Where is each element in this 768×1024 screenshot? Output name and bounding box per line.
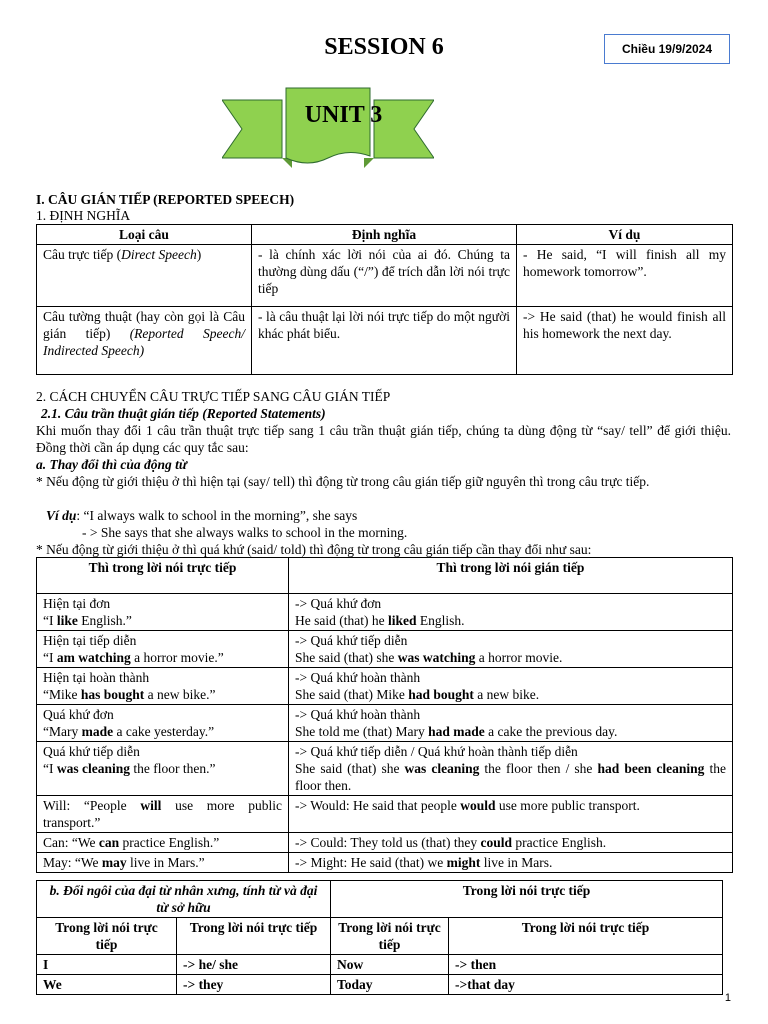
table-row: May: “We may live in Mars.” -> Might: He said (that) we might live in Mars. [37,853,733,873]
paragraph: Khi muốn thay đổi 1 câu trần thuật trực tiếp sang 1 câu trần thuật gián tiếp, chúng ta dùng động từ “say/ tell” để giới thiệu. Đồng thời cần áp dụng các quy tắc sau: [36,423,731,455]
page-title: SESSION 6 [324,34,444,60]
subsection-title: 2.1. Câu trần thuật gián tiếp (Reported Statements) [41,406,326,421]
table-header: Thì trong lời nói gián tiếp [289,558,733,594]
table-header: Ví dụ [517,225,733,245]
subsection-title: a. Thay đổi thì của động từ [36,457,187,472]
paragraph: * Nếu động từ giới thiệu ở thì quá khứ (said/ told) thì động từ trong câu gián tiếp cần thay đổi như sau: [36,542,592,557]
table-header: Định nghĩa [252,225,517,245]
table-row: Hiện tại đơn “I like English.” -> Quá khứ đơn He said (that) he liked English. [37,594,733,631]
subsection-title: 1. ĐỊNH NGHĨA [36,208,131,223]
section-title: I. CÂU GIÁN TIẾP (REPORTED SPEECH) [36,192,295,207]
table-header: Loại câu [37,225,252,245]
table-row: Will: “People will use more public transport.” -> Would: He said that people would use more public transport. [37,796,733,833]
definition-table [36,224,733,375]
table-header: b. Đổi ngôi của đại từ nhân xưng, tính từ và đại từ sở hữu [37,881,331,918]
table-row: Can: “We can practice English.” -> Could: They told us (that) they could practice English. [37,833,733,853]
table-row: Câu trực tiếp (Direct Speech) - là chính xác lời nói của ai đó. Chúng ta thường dùng dấu (“/”) để trích dẫn lời nói trực tiếp - He said, “I will finish all my homework tomorrow”. [37,245,733,307]
table-row: Quá khứ đơn “Mary made a cake yesterday.” -> Quá khứ hoàn thành She told me (that) Mary had made a cake the previous day. [37,705,733,742]
table-header: Trong lời nói trực tiếp [177,918,331,955]
table-header: Thì trong lời nói trực tiếp [37,558,289,594]
table-row: I -> he/ she Now -> then [37,955,723,975]
table-header: Trong lời nói trực tiếp [331,918,449,955]
table-row: Hiện tại hoàn thành “Mike has bought a new bike.” -> Quá khứ hoàn thành She said (that) Mike had bought a new bike. [37,668,733,705]
unit-title: UNIT 3 [304,102,383,128]
page-number: 1 [724,992,731,1004]
table-header: Trong lời nói trực tiếp [449,918,723,955]
table-header: Trong lời nói trực tiếp [37,918,177,955]
table-row: Hiện tại tiếp diễn “I am watching a horror movie.” -> Quá khứ tiếp diễn She said (that) she was watching a horror movie. [37,631,733,668]
date-box: Chiều 19/9/2024 [604,34,730,64]
section-title: 2. CÁCH CHUYỂN CÂU TRỰC TIẾP SANG CÂU GIÁN TIẾP [36,389,391,404]
table-row: We -> they Today ->that day [37,975,723,995]
table-row: Quá khứ tiếp diễn “I was cleaning the floor then.” -> Quá khứ tiếp diễn / Quá khứ hoàn thành tiếp diễn She said (that) she was cleaning the floor then / she had been cleaning the floor then. [37,742,733,796]
example-line: Ví dụ: “I always walk to school in the morning”, she says [46,508,358,523]
table-row: Câu tường thuật (hay còn gọi là Câu gián tiếp) (Reported Speech/ Indirected Speech) - là câu thuật lại lời nói trực tiếp do một người khác phát biểu. -> He said (that) he would finish all his homework the next day. [37,307,733,375]
table-header: Trong lời nói trực tiếp [331,881,723,918]
pronoun-table [36,880,723,995]
paragraph: * Nếu động từ giới thiệu ở thì hiện tại (say/ tell) thì động từ trong câu gián tiếp giữ nguyên thì trong câu trực tiếp. [36,474,650,489]
example-result: - > She says that she always walks to school in the morning. [82,525,408,540]
tense-table [36,557,733,873]
